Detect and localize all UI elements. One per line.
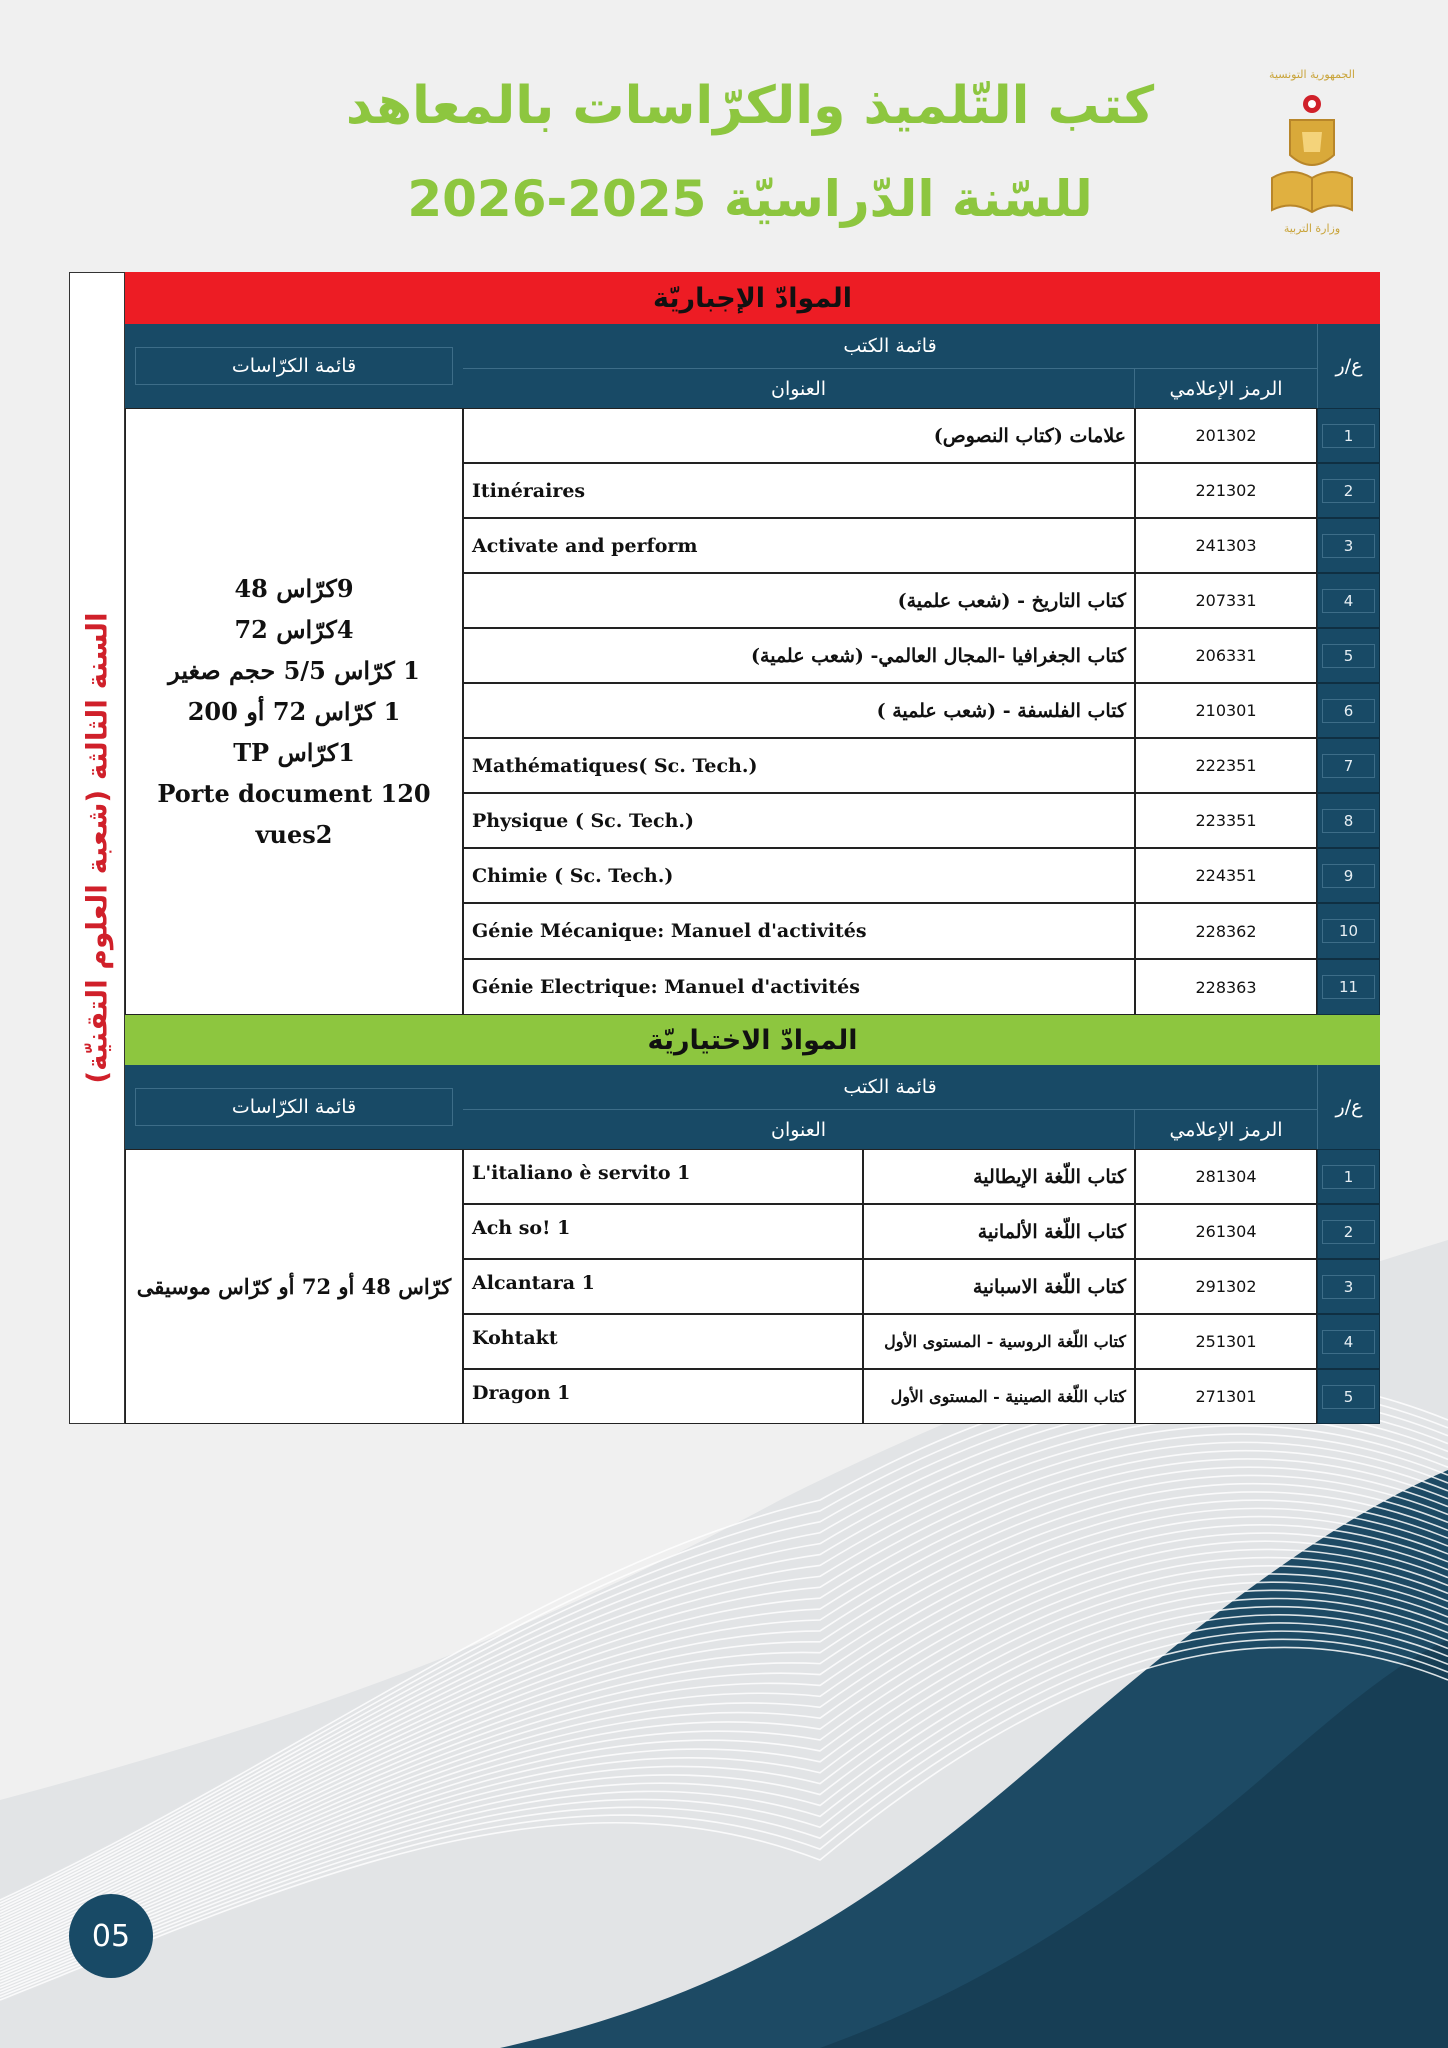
row-number-text: 2: [1322, 1220, 1376, 1244]
book-code: 281304: [1135, 1149, 1317, 1204]
book-code: 221302: [1135, 463, 1317, 518]
row-number: [1317, 903, 1380, 959]
book-foreign-title: Dragon 1: [463, 1369, 863, 1424]
mandatory-notebooks-cell: [125, 408, 463, 1015]
book-arabic-title: كتاب اللّغة الروسية - المستوى الأول: [863, 1314, 1135, 1369]
book-code: 224351: [1135, 848, 1317, 903]
row-number-text: 2: [1322, 479, 1376, 503]
book-title: Activate and perform: [463, 518, 1135, 573]
row-number: [1317, 518, 1380, 573]
mandatory-num-header: ع/ر: [1317, 324, 1380, 408]
row-number: [1317, 463, 1380, 518]
book-arabic-title: كتاب اللّغة الإيطالية: [863, 1149, 1135, 1204]
row-number: [1317, 1314, 1380, 1369]
row-number-text: 5: [1322, 644, 1376, 668]
book-title: كتاب التاريخ - (شعب علمية): [463, 573, 1135, 628]
row-number: [1317, 738, 1380, 793]
notebook-item: كرّاس 48 أو 72 أو كرّاس موسيقى: [136, 1274, 452, 1299]
book-title: Itinéraires: [463, 463, 1135, 518]
logo-text-bottom: وزارة التربية: [1283, 222, 1341, 235]
row-number: [1317, 848, 1380, 903]
row-number-text: 1: [1322, 424, 1376, 448]
book-title: Génie Electrique: Manuel d'activités: [463, 959, 1135, 1015]
book-title: كتاب الفلسفة - (شعب علمية ): [463, 683, 1135, 738]
page-title-line1: كتب التّلميذ والكرّاسات بالمعاهد: [345, 76, 1155, 136]
optional-band: الموادّ الاختياريّة: [125, 1015, 1380, 1065]
mandatory-code-header: الرمز الإعلامي: [1135, 368, 1317, 408]
book-code: 251301: [1135, 1314, 1317, 1369]
book-title: علامات (كتاب النصوص): [463, 408, 1135, 463]
book-code: 271301: [1135, 1369, 1317, 1424]
book-code: 207331: [1135, 573, 1317, 628]
book-code: 241303: [1135, 518, 1317, 573]
row-number: [1317, 1149, 1380, 1204]
row-number-text: 6: [1322, 699, 1376, 723]
book-foreign-title: Alcantara 1: [463, 1259, 863, 1314]
book-code: 206331: [1135, 628, 1317, 683]
book-code: 201302: [1135, 408, 1317, 463]
row-number: [1317, 793, 1380, 848]
optional-notebooks-cell: [125, 1149, 463, 1424]
optional-books-header: قائمة الكتب: [463, 1065, 1317, 1109]
notebook-item: 4كرّاس 72: [234, 615, 354, 644]
row-number-text: 4: [1322, 589, 1376, 613]
row-number-text: 9: [1322, 864, 1376, 888]
row-number-text: 5: [1322, 1385, 1376, 1409]
row-number-text: 3: [1322, 534, 1376, 558]
book-arabic-title: كتاب اللّغة الصينية - المستوى الأول: [863, 1369, 1135, 1424]
book-title: Mathématiques( Sc. Tech.): [463, 738, 1135, 793]
row-number: [1317, 1259, 1380, 1314]
book-title: كتاب الجغرافيا -المجال العالمي- (شعب علمية): [463, 628, 1135, 683]
row-number: [1317, 573, 1380, 628]
notebook-item: Porte document 120 vues2: [157, 779, 431, 849]
page-number: 05: [69, 1894, 153, 1978]
notebook-item: 1كرّاس TP: [233, 738, 355, 767]
book-arabic-title: كتاب اللّغة الألمانية: [863, 1204, 1135, 1259]
mandatory-title-header: العنوان: [463, 368, 1135, 408]
book-code: 261304: [1135, 1204, 1317, 1259]
book-foreign-title: Kohtakt: [463, 1314, 863, 1369]
book-title: Physique ( Sc. Tech.): [463, 793, 1135, 848]
book-arabic-title: كتاب اللّغة الاسبانية: [863, 1259, 1135, 1314]
notebook-item: 1 كرّاس 5/5 حجم صغير: [168, 656, 420, 685]
row-number-text: 10: [1322, 919, 1376, 943]
optional-notebooks-header: [125, 1065, 463, 1149]
row-number-text: 1: [1322, 1165, 1376, 1189]
book-foreign-title: L'italiano è servito 1: [463, 1149, 863, 1204]
row-number-text: 4: [1322, 1330, 1376, 1354]
row-number: [1317, 683, 1380, 738]
optional-title-header: العنوان: [463, 1109, 1135, 1149]
mandatory-band: الموادّ الإجباريّة: [125, 272, 1380, 324]
book-code: 291302: [1135, 1259, 1317, 1314]
book-code: 223351: [1135, 793, 1317, 848]
optional-notebooks-header-label: قائمة الكرّاسات: [135, 1088, 453, 1126]
side-label-text: السنة الثالثة (شعبة العلوم التقنيّة): [80, 612, 114, 1084]
row-number: [1317, 959, 1380, 1015]
row-number-text: 8: [1322, 809, 1376, 833]
book-title: Génie Mécanique: Manuel d'activités: [463, 903, 1135, 959]
row-number-text: 7: [1322, 754, 1376, 778]
mandatory-notebooks-header-label: قائمة الكرّاسات: [135, 347, 453, 385]
page-title-line2: للسّنة الدّراسيّة 2025-2026: [407, 170, 1093, 228]
logo-text-top: الجمهورية التونسية: [1269, 68, 1355, 81]
row-number: [1317, 628, 1380, 683]
book-title: Chimie ( Sc. Tech.): [463, 848, 1135, 903]
row-number: [1317, 1204, 1380, 1259]
optional-num-header: ع/ر: [1317, 1065, 1380, 1149]
book-code: 222351: [1135, 738, 1317, 793]
row-number-text: 11: [1322, 975, 1376, 999]
optional-code-header: الرمز الإعلامي: [1135, 1109, 1317, 1149]
mandatory-books-header: قائمة الكتب: [463, 324, 1317, 368]
row-number: [1317, 1369, 1380, 1424]
book-code: 228363: [1135, 959, 1317, 1015]
mandatory-notebooks-header: [125, 324, 463, 408]
notebook-item: 9كرّاس 48: [234, 574, 354, 603]
book-code: 210301: [1135, 683, 1317, 738]
book-code: 228362: [1135, 903, 1317, 959]
notebook-item: 1 كرّاس 72 أو 200: [187, 697, 401, 726]
row-number-text: 3: [1322, 1275, 1376, 1299]
row-number: [1317, 408, 1380, 463]
book-foreign-title: Ach so! 1: [463, 1204, 863, 1259]
ministry-logo: [1262, 60, 1362, 238]
